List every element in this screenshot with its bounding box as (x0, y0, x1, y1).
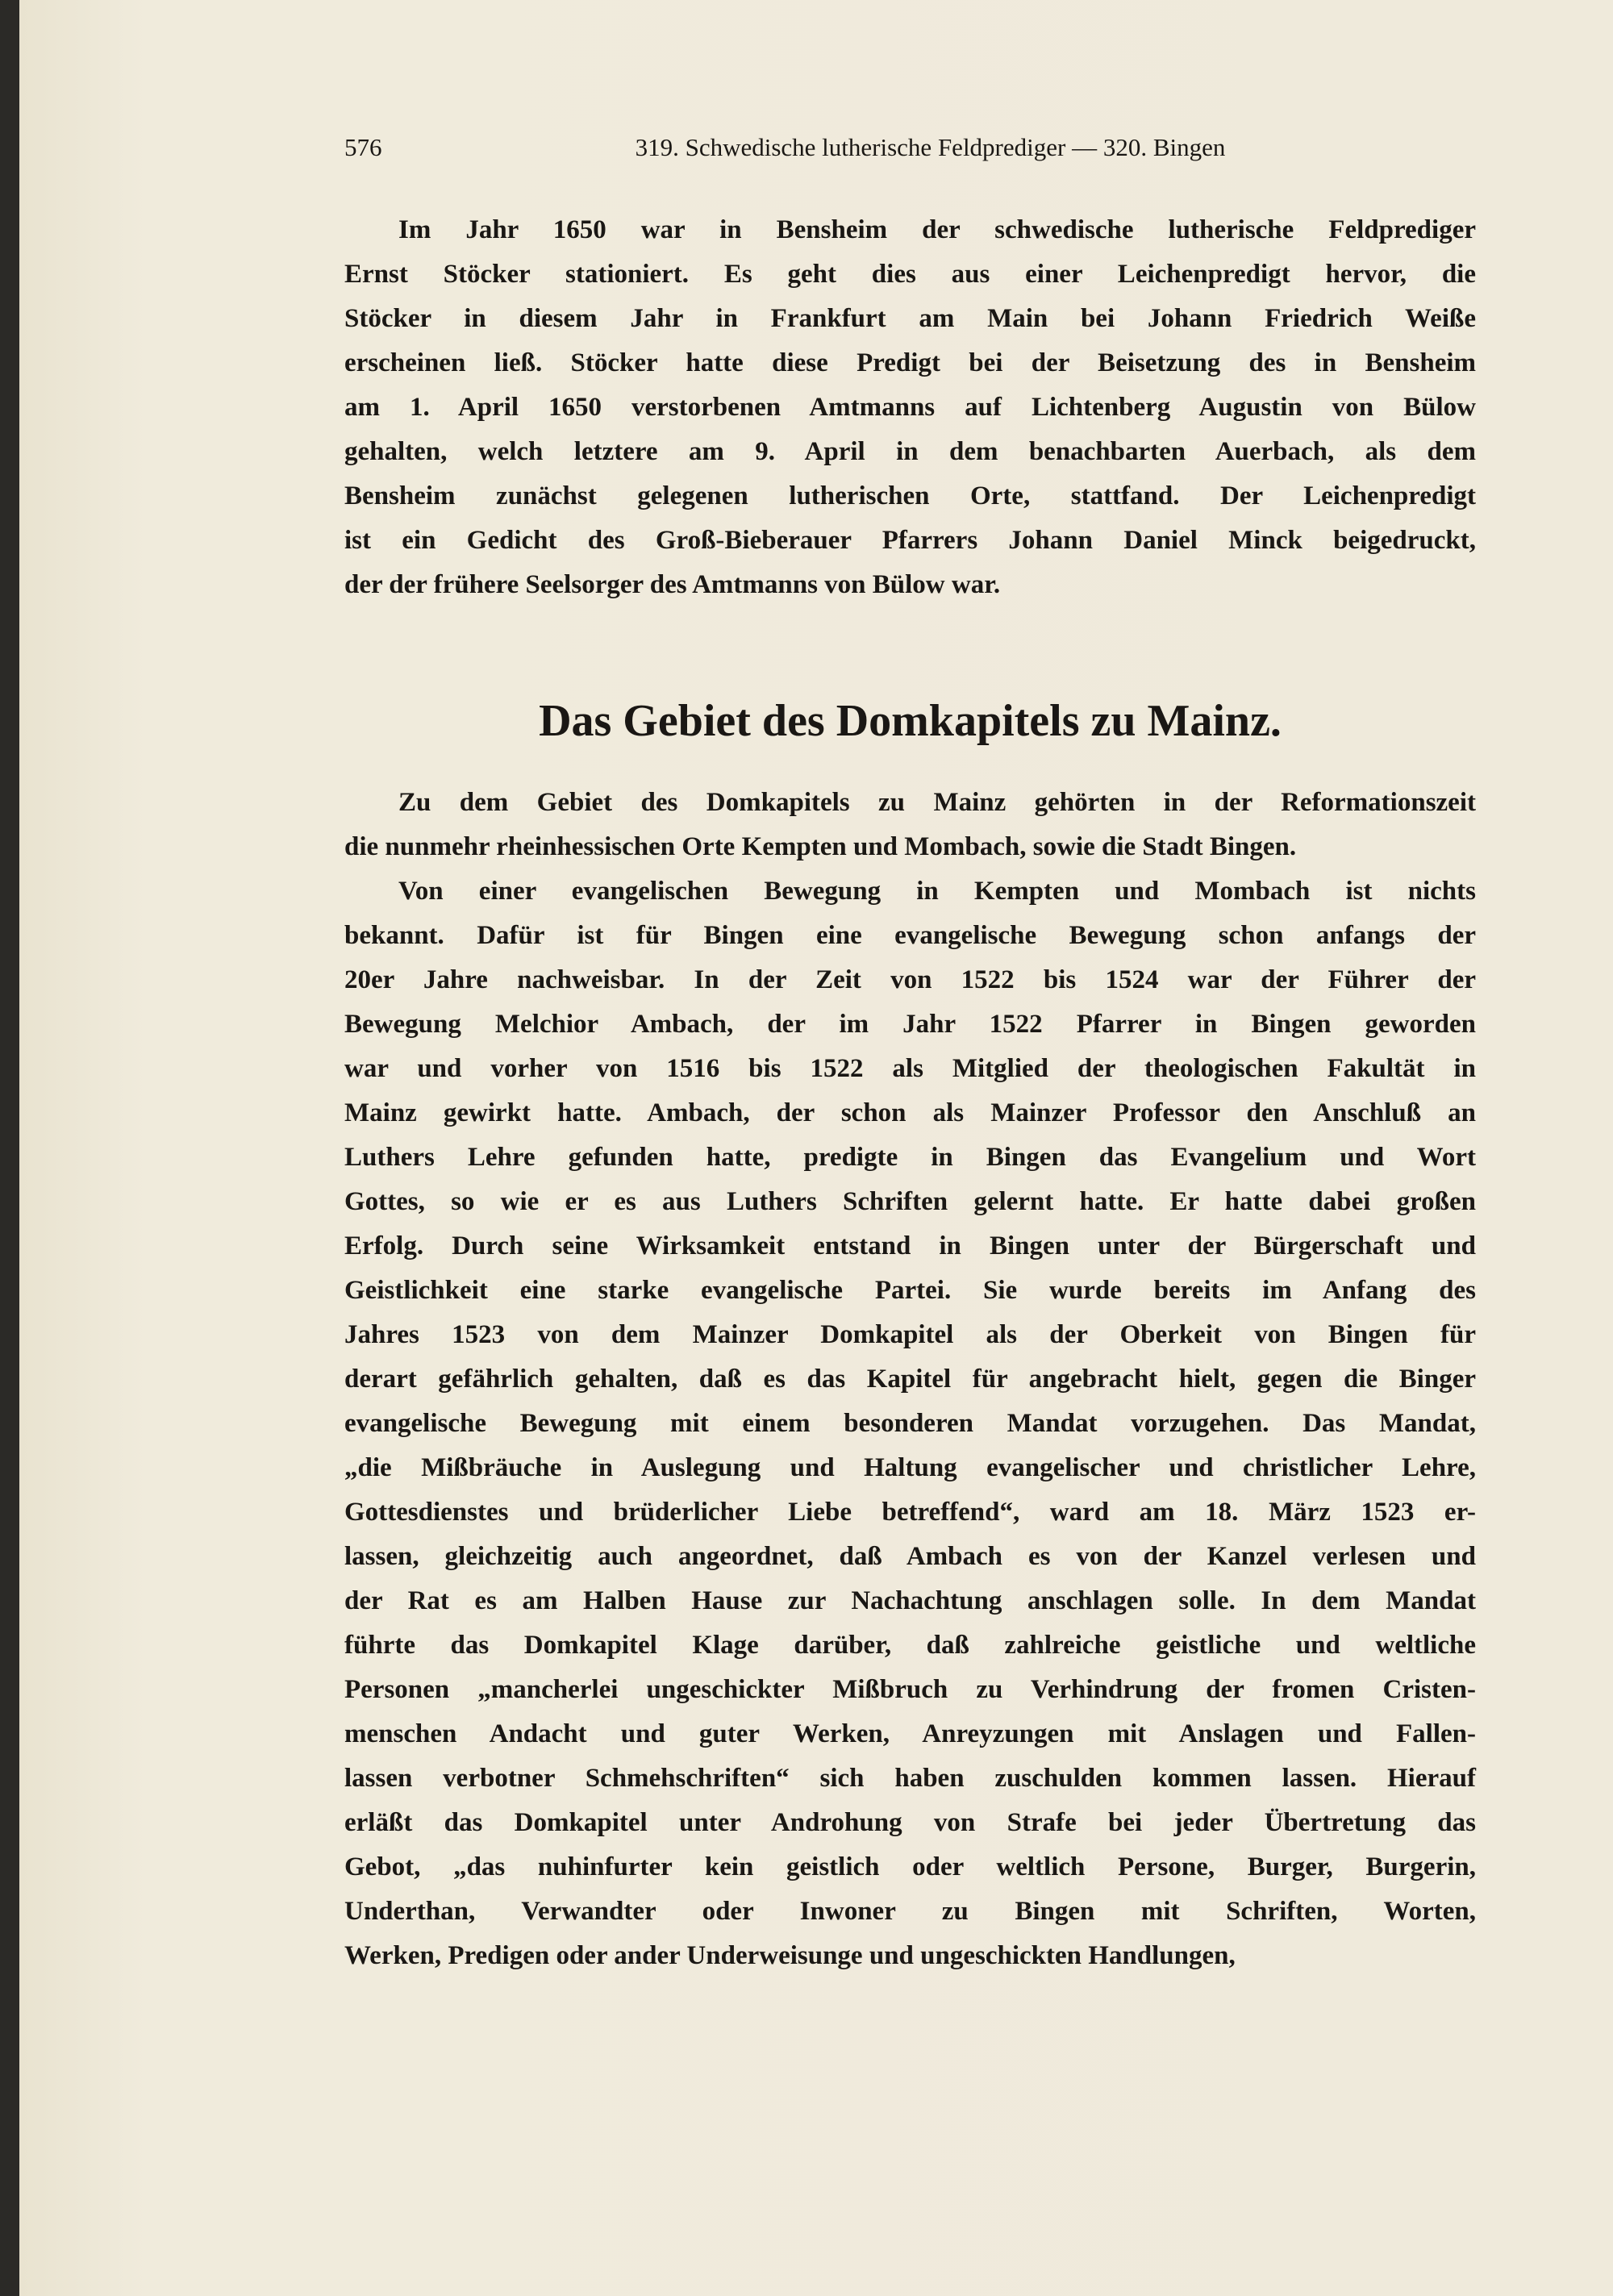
text-line: am 1. April 1650 verstorbenen Amtmanns auf Lichtenberg Augustin von Bülow (344, 393, 1476, 422)
text-line: Jahres 1523 von dem Mainzer Domkapitel als der Oberkeit von Bingen für (344, 1320, 1476, 1349)
text-line: lassen, gleichzeitig auch angeordnet, daß Ambach es von der Kanzel verlesen und (344, 1542, 1476, 1571)
text-line: Mainz gewirkt hatte. Ambach, der schon als Mainzer Professor den Anschluß an (344, 1098, 1476, 1127)
text-line: Gottes, so wie er es aus Luthers Schriften gelernt hatte. Er hatte dabei großen (344, 1187, 1476, 1216)
text-line: war und vorher von 1516 bis 1522 als Mitglied der theologischen Fakultät in (344, 1054, 1476, 1083)
text-line: erscheinen ließ. Stöcker hatte diese Predigt bei der Beisetzung des in Bensheim (344, 348, 1476, 377)
text-line: gehalten, welch letztere am 9. April in dem benachbarten Auerbach, als dem (344, 437, 1476, 466)
paragraph-bensheim (344, 208, 1476, 607)
text-line: bekannt. Dafür ist für Bingen eine evangelische Bewegung schon anfangs der (344, 921, 1476, 950)
text-line: Personen „mancherlei ungeschickter Mißbruch zu Verhindrung der fromen Cristen- (344, 1675, 1476, 1704)
text-line: Luthers Lehre gefunden hatte, predigte in Bingen das Evangelium und Wort (344, 1143, 1476, 1172)
running-header (344, 133, 1476, 169)
text-line: Im Jahr 1650 war in Bensheim der schwedische lutherische Feldprediger (398, 215, 1476, 244)
running-title: 319. Schwedische lutherische Feldprediger — 320. Bingen (635, 133, 1226, 161)
text-line: lassen verbotner Schmehschriften“ sich haben zuschulden kommen lassen. Hierauf (344, 1764, 1476, 1793)
text-line: Bewegung Melchior Ambach, der im Jahr 1522 Pfarrer in Bingen geworden (344, 1010, 1476, 1039)
text-line: menschen Andacht und guter Werken, Anreyzungen mit Anslagen und Fallen- (344, 1719, 1476, 1748)
text-line: der der frühere Seelsorger des Amtmanns von Bülow war. (344, 570, 1001, 599)
text-line: Geistlichkeit eine starke evangelische Partei. Sie wurde bereits im Anfang des (344, 1276, 1476, 1305)
text-line: erläßt das Domkapitel unter Androhung von Strafe bei jeder Übertretung das (344, 1808, 1476, 1837)
text-line: Underthan, Verwandter oder Inwoner zu Bingen mit Schriften, Worten, (344, 1897, 1476, 1926)
text-line: Gottesdienstes und brüderlicher Liebe betreffend“, ward am 18. März 1523 er- (344, 1498, 1476, 1527)
text-line: Werken, Predigen oder ander Underweisunge und ungeschickten Handlungen, (344, 1941, 1236, 1970)
text-line: führte das Domkapitel Klage darüber, daß zahlreiche geistliche und weltliche (344, 1631, 1476, 1660)
text-line: die nunmehr rheinhessischen Orte Kempten und Mombach, sowie die Stadt Bingen. (344, 832, 1297, 861)
scan-edge (0, 0, 19, 2296)
text-line: derart gefährlich gehalten, daß es das Kapitel für angebracht hielt, gegen die Binger (344, 1365, 1476, 1394)
page-number: 576 (344, 133, 382, 161)
text-line: ist ein Gedicht des Groß-Bieberauer Pfarrers Johann Daniel Minck beigedruckt, (344, 526, 1476, 555)
text-line: Zu dem Gebiet des Domkapitels zu Mainz gehörten in der Reformationszeit (398, 788, 1476, 817)
text-line: 20er Jahre nachweisbar. In der Zeit von 1522 bis 1524 war der Führer der (344, 965, 1476, 994)
section-body-mainz (344, 781, 1476, 1978)
text-line: Gebot, „das nuhinfurter kein geistlich oder weltlich Persone, Burger, Burgerin, (344, 1852, 1476, 1881)
text-line: Stöcker in diesem Jahr in Frankfurt am Main bei Johann Friedrich Weiße (344, 304, 1476, 333)
section-heading: Das Gebiet des Domkapitels zu Mainz. (539, 696, 1282, 746)
text-line: evangelische Bewegung mit einem besonderen Mandat vorzugehen. Das Mandat, (344, 1409, 1476, 1438)
text-line: „die Mißbräuche in Auslegung und Haltung evangelischer und christlicher Lehre, (344, 1453, 1476, 1482)
text-line: Von einer evangelischen Bewegung in Kempten und Mombach ist nichts (398, 877, 1476, 906)
text-line: Erfolg. Durch seine Wirksamkeit entstand in Bingen unter der Bürgerschaft und (344, 1231, 1476, 1261)
text-line: Bensheim zunächst gelegenen lutherischen Orte, stattfand. Der Leichenpredigt (344, 481, 1476, 510)
text-line: Ernst Stöcker stationiert. Es geht dies aus einer Leichenpredigt hervor, die (344, 260, 1476, 289)
text-line: der Rat es am Halben Hause zur Nachachtung anschlagen solle. In dem Mandat (344, 1586, 1476, 1615)
